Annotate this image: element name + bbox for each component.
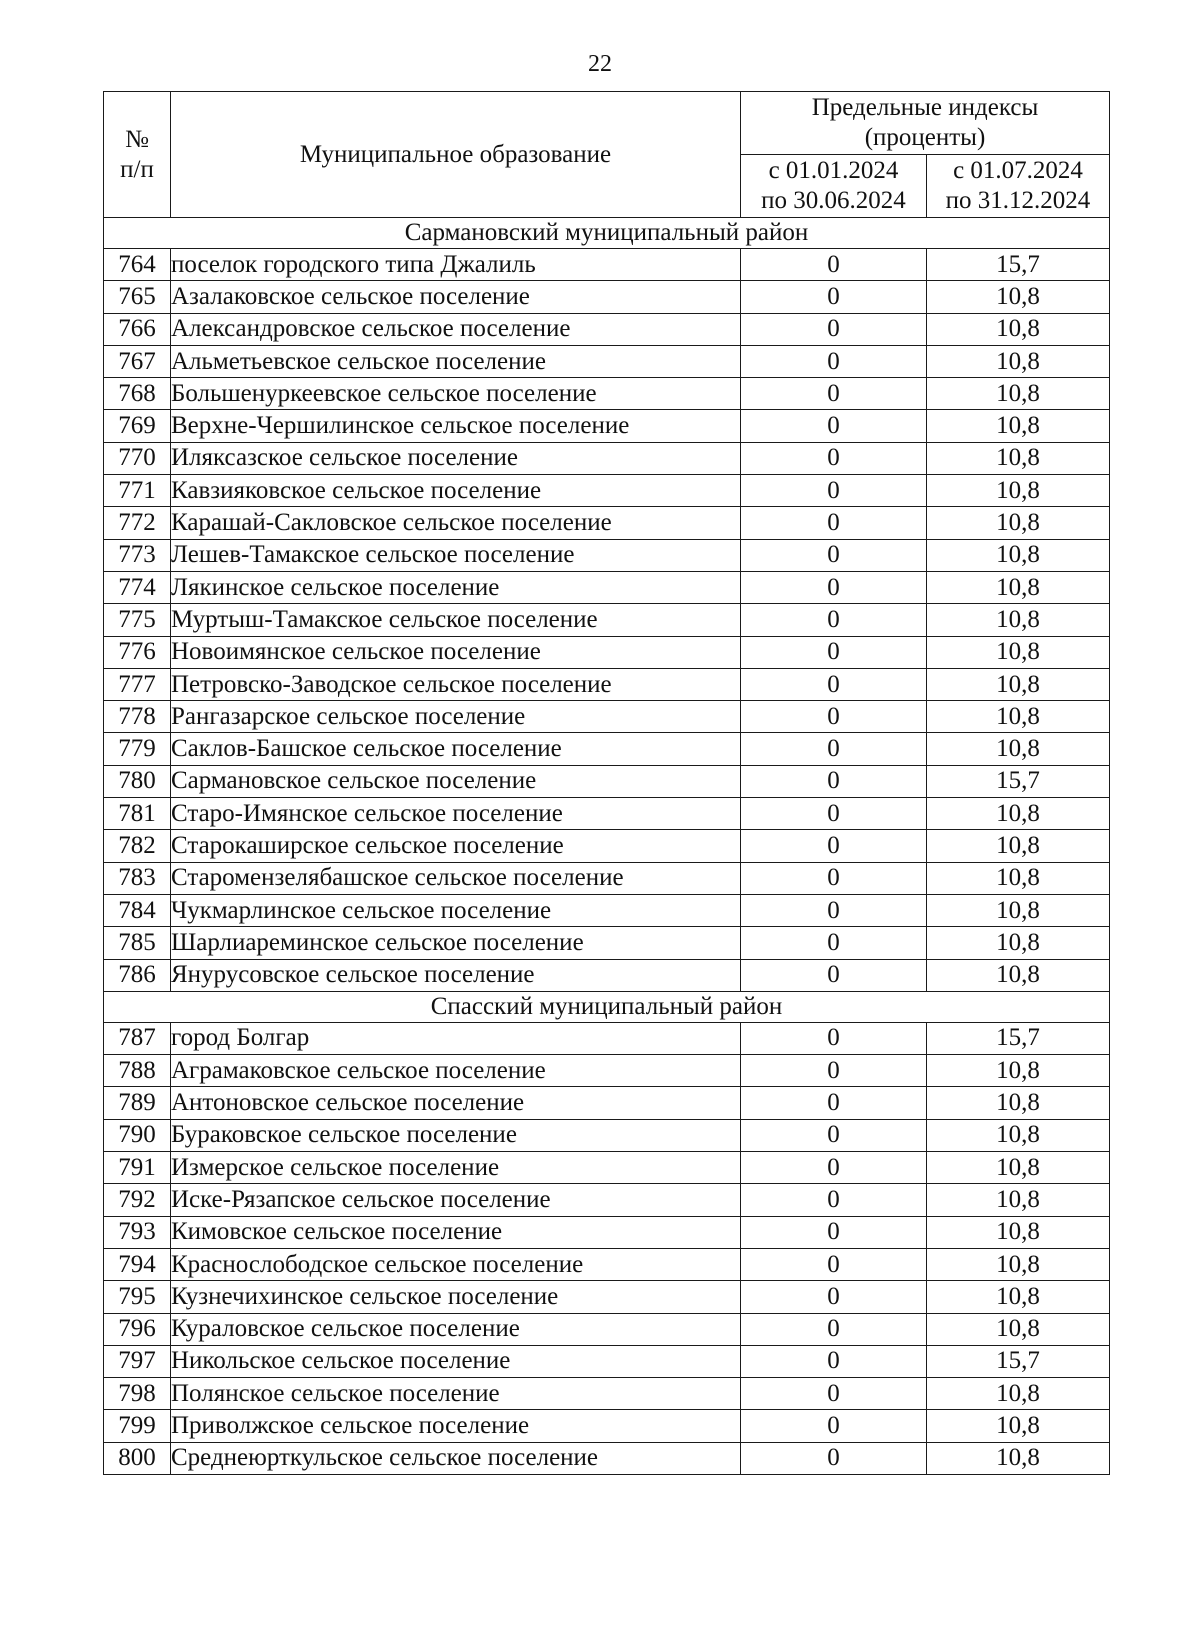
index-period-1-cell: 0 xyxy=(741,862,927,894)
table-row xyxy=(104,733,1110,765)
row-number-cell: 767 xyxy=(104,345,171,377)
index-period-2-cell: 10,8 xyxy=(927,1281,1110,1313)
index-period-1-cell: 0 xyxy=(741,636,927,668)
index-period-1-cell: 0 xyxy=(741,927,927,959)
municipality-name-cell: Верхне-Чершилинское сельское поселение xyxy=(171,410,741,442)
table-row xyxy=(104,1184,1110,1216)
municipality-name-cell: Сармановское сельское поселение xyxy=(171,765,741,797)
index-period-1-cell: 0 xyxy=(741,1248,927,1280)
municipality-name-cell: Рангазарское сельское поселение xyxy=(171,701,741,733)
row-number-cell: 782 xyxy=(104,830,171,862)
index-period-2-cell: 10,8 xyxy=(927,475,1110,507)
row-number-cell: 800 xyxy=(104,1442,171,1474)
page-number: 22 xyxy=(588,51,612,77)
index-period-1-cell: 0 xyxy=(741,1216,927,1248)
table-row xyxy=(104,507,1110,539)
header-period-2-line2: по 31.12.2024 xyxy=(945,187,1091,214)
table-row xyxy=(104,1281,1110,1313)
index-period-1-cell: 0 xyxy=(741,1119,927,1151)
row-number-cell: 785 xyxy=(104,927,171,959)
index-period-2-cell: 10,8 xyxy=(927,1216,1110,1248)
row-number-cell: 792 xyxy=(104,1184,171,1216)
section-title: Спасский муниципальный район xyxy=(104,991,1110,1022)
index-period-1-cell: 0 xyxy=(741,1184,927,1216)
table-header xyxy=(104,92,1110,218)
index-period-1-cell: 0 xyxy=(741,701,927,733)
index-period-2-cell: 10,8 xyxy=(927,668,1110,700)
index-period-1-cell: 0 xyxy=(741,1378,927,1410)
index-period-2-cell: 10,8 xyxy=(927,927,1110,959)
table-row xyxy=(104,1410,1110,1442)
row-number-cell: 765 xyxy=(104,281,171,313)
municipality-name-cell: Кавзияковское сельское поселение xyxy=(171,475,741,507)
index-period-1-cell: 0 xyxy=(741,1281,927,1313)
index-period-2-cell: 10,8 xyxy=(927,1087,1110,1119)
index-period-1-cell: 0 xyxy=(741,1442,927,1474)
index-period-2-cell: 10,8 xyxy=(927,1184,1110,1216)
index-period-2-cell: 10,8 xyxy=(927,1378,1110,1410)
row-number-cell: 791 xyxy=(104,1152,171,1184)
index-period-2-cell: 10,8 xyxy=(927,281,1110,313)
table-row xyxy=(104,442,1110,474)
table-row xyxy=(104,1378,1110,1410)
municipality-name-cell: Азалаковское сельское поселение xyxy=(171,281,741,313)
index-period-1-cell: 0 xyxy=(741,959,927,991)
index-period-2-cell: 10,8 xyxy=(927,442,1110,474)
municipality-name-cell: Янурусовское сельское поселение xyxy=(171,959,741,991)
index-period-1-cell: 0 xyxy=(741,410,927,442)
index-period-2-cell: 10,8 xyxy=(927,798,1110,830)
municipality-name-cell: Старо-Имянское сельское поселение xyxy=(171,798,741,830)
index-period-1-cell: 0 xyxy=(741,1345,927,1377)
index-period-2-cell: 15,7 xyxy=(927,249,1110,281)
index-period-2-cell: 15,7 xyxy=(927,1345,1110,1377)
table-row xyxy=(104,798,1110,830)
table-row xyxy=(104,345,1110,377)
table-row xyxy=(104,475,1110,507)
table-row xyxy=(104,1152,1110,1184)
municipality-name-cell: Шарлиареминское сельское поселение xyxy=(171,927,741,959)
index-period-2-cell: 10,8 xyxy=(927,1055,1110,1087)
municipality-name-cell: Полянское сельское поселение xyxy=(171,1378,741,1410)
row-number-cell: 778 xyxy=(104,701,171,733)
header-period-2 xyxy=(927,155,1110,218)
row-number-cell: 764 xyxy=(104,249,171,281)
index-period-1-cell: 0 xyxy=(741,765,927,797)
table-row xyxy=(104,862,1110,894)
index-period-1-cell: 0 xyxy=(741,604,927,636)
index-period-2-cell: 10,8 xyxy=(927,701,1110,733)
municipality-name-cell: Кураловское сельское поселение xyxy=(171,1313,741,1345)
municipality-name-cell: Муртыш-Тамакское сельское поселение xyxy=(171,604,741,636)
index-period-1-cell: 0 xyxy=(741,539,927,571)
table-row xyxy=(104,378,1110,410)
index-period-1-cell: 0 xyxy=(741,313,927,345)
index-period-2-cell: 10,8 xyxy=(927,378,1110,410)
municipality-name-cell: Лешев-Тамакское сельское поселение xyxy=(171,539,741,571)
row-number-cell: 775 xyxy=(104,604,171,636)
header-indices xyxy=(741,92,1110,155)
table-body xyxy=(104,218,1110,1475)
index-period-1-cell: 0 xyxy=(741,668,927,700)
municipality-name-cell: Карашай-Сакловское сельское поселение xyxy=(171,507,741,539)
index-period-2-cell: 10,8 xyxy=(927,571,1110,603)
table-row xyxy=(104,1087,1110,1119)
index-period-2-cell: 10,8 xyxy=(927,959,1110,991)
municipality-name-cell: Чукмарлинское сельское поселение xyxy=(171,894,741,926)
index-period-1-cell: 0 xyxy=(741,894,927,926)
table-row xyxy=(104,249,1110,281)
row-number-cell: 784 xyxy=(104,894,171,926)
index-period-1-cell: 0 xyxy=(741,1022,927,1054)
header-period-1-line1: с 01.01.2024 xyxy=(768,157,899,184)
municipality-name-cell: Антоновское сельское поселение xyxy=(171,1087,741,1119)
row-number-cell: 774 xyxy=(104,571,171,603)
header-period-1 xyxy=(741,155,927,218)
index-period-1-cell: 0 xyxy=(741,1410,927,1442)
row-number-cell: 797 xyxy=(104,1345,171,1377)
index-period-2-cell: 10,8 xyxy=(927,1119,1110,1151)
municipality-name-cell: Старомензелябашское сельское поселение xyxy=(171,862,741,894)
municipality-name-cell: Альметьевское сельское поселение xyxy=(171,345,741,377)
index-period-2-cell: 10,8 xyxy=(927,507,1110,539)
index-period-2-cell: 10,8 xyxy=(927,830,1110,862)
row-number-cell: 770 xyxy=(104,442,171,474)
index-period-1-cell: 0 xyxy=(741,1152,927,1184)
index-period-2-cell: 10,8 xyxy=(927,313,1110,345)
table-row xyxy=(104,1345,1110,1377)
section-header-row xyxy=(104,991,1110,1022)
index-period-2-cell: 10,8 xyxy=(927,1248,1110,1280)
index-period-1-cell: 0 xyxy=(741,1087,927,1119)
table-row xyxy=(104,927,1110,959)
index-period-1-cell: 0 xyxy=(741,475,927,507)
table-row xyxy=(104,410,1110,442)
municipality-name-cell: Краснослободское сельское поселение xyxy=(171,1248,741,1280)
municipality-name-cell: Кимовское сельское поселение xyxy=(171,1216,741,1248)
table-row xyxy=(104,1022,1110,1054)
municipality-name-cell: Лякинское сельское поселение xyxy=(171,571,741,603)
index-period-1-cell: 0 xyxy=(741,830,927,862)
row-number-cell: 768 xyxy=(104,378,171,410)
municipality-name-cell: Аграмаковское сельское поселение xyxy=(171,1055,741,1087)
index-period-2-cell: 10,8 xyxy=(927,733,1110,765)
index-period-1-cell: 0 xyxy=(741,1055,927,1087)
row-number-cell: 780 xyxy=(104,765,171,797)
row-number-cell: 777 xyxy=(104,668,171,700)
table-row xyxy=(104,830,1110,862)
index-period-2-cell: 10,8 xyxy=(927,894,1110,926)
index-period-2-cell: 10,8 xyxy=(927,539,1110,571)
table-row xyxy=(104,281,1110,313)
index-period-1-cell: 0 xyxy=(741,378,927,410)
table-row xyxy=(104,604,1110,636)
municipality-name-cell: Бураковское сельское поселение xyxy=(171,1119,741,1151)
table-row xyxy=(104,668,1110,700)
table-row xyxy=(104,1248,1110,1280)
index-period-1-cell: 0 xyxy=(741,571,927,603)
index-period-1-cell: 0 xyxy=(741,1313,927,1345)
index-period-1-cell: 0 xyxy=(741,733,927,765)
header-indices-line2: (проценты) xyxy=(864,124,986,151)
table-row xyxy=(104,765,1110,797)
index-period-2-cell: 10,8 xyxy=(927,1313,1110,1345)
index-period-1-cell: 0 xyxy=(741,798,927,830)
municipality-name-cell: Иляксазское сельское поселение xyxy=(171,442,741,474)
municipality-name-cell: Саклов-Башское сельское поселение xyxy=(171,733,741,765)
table-row xyxy=(104,959,1110,991)
header-period-2-line1: с 01.07.2024 xyxy=(953,157,1083,184)
header-number xyxy=(104,92,171,218)
index-period-2-cell: 15,7 xyxy=(927,765,1110,797)
row-number-cell: 786 xyxy=(104,959,171,991)
row-number-cell: 794 xyxy=(104,1248,171,1280)
municipality-name-cell: Петровско-Заводское сельское поселение xyxy=(171,668,741,700)
header-number-line1: № xyxy=(125,125,149,153)
municipality-name-cell: Измерское сельское поселение xyxy=(171,1152,741,1184)
row-number-cell: 796 xyxy=(104,1313,171,1345)
table-row xyxy=(104,636,1110,668)
table-row xyxy=(104,1442,1110,1474)
municipality-name-cell: Среднеюрткульское сельское поселение xyxy=(171,1442,741,1474)
section-header-row xyxy=(104,218,1110,249)
municipality-name-cell: Александровское сельское поселение xyxy=(171,313,741,345)
row-number-cell: 790 xyxy=(104,1119,171,1151)
index-period-1-cell: 0 xyxy=(741,442,927,474)
municipality-name-cell: Новоимянское сельское поселение xyxy=(171,636,741,668)
row-number-cell: 798 xyxy=(104,1378,171,1410)
row-number-cell: 781 xyxy=(104,798,171,830)
row-number-cell: 783 xyxy=(104,862,171,894)
index-period-2-cell: 10,8 xyxy=(927,862,1110,894)
table-row xyxy=(104,1119,1110,1151)
row-number-cell: 772 xyxy=(104,507,171,539)
municipality-name-cell: Никольское сельское поселение xyxy=(171,1345,741,1377)
row-number-cell: 793 xyxy=(104,1216,171,1248)
table-row xyxy=(104,571,1110,603)
row-number-cell: 795 xyxy=(104,1281,171,1313)
municipality-name-cell: Большенуркеевское сельское поселение xyxy=(171,378,741,410)
index-period-1-cell: 0 xyxy=(741,281,927,313)
table-row xyxy=(104,539,1110,571)
index-period-2-cell: 10,8 xyxy=(927,1152,1110,1184)
section-title: Сармановский муниципальный район xyxy=(104,218,1110,249)
index-period-1-cell: 0 xyxy=(741,249,927,281)
index-period-2-cell: 10,8 xyxy=(927,604,1110,636)
table-row xyxy=(104,313,1110,345)
row-number-cell: 789 xyxy=(104,1087,171,1119)
table-row xyxy=(104,1216,1110,1248)
row-number-cell: 787 xyxy=(104,1022,171,1054)
row-number-cell: 766 xyxy=(104,313,171,345)
index-period-1-cell: 0 xyxy=(741,345,927,377)
municipality-name-cell: город Болгар xyxy=(171,1022,741,1054)
row-number-cell: 799 xyxy=(104,1410,171,1442)
municipality-name-cell: Иске-Рязапское сельское поселение xyxy=(171,1184,741,1216)
row-number-cell: 771 xyxy=(104,475,171,507)
header-municipality-label: Муниципальное образование xyxy=(299,140,612,168)
table-row xyxy=(104,1313,1110,1345)
row-number-cell: 779 xyxy=(104,733,171,765)
index-period-2-cell: 10,8 xyxy=(927,636,1110,668)
municipality-name-cell: поселок городского типа Джалиль xyxy=(171,249,741,281)
index-period-2-cell: 10,8 xyxy=(927,1442,1110,1474)
municipality-name-cell: Кузнечихинское сельское поселение xyxy=(171,1281,741,1313)
row-number-cell: 776 xyxy=(104,636,171,668)
index-period-2-cell: 10,8 xyxy=(927,1410,1110,1442)
municipality-name-cell: Старокаширское сельское поселение xyxy=(171,830,741,862)
row-number-cell: 773 xyxy=(104,539,171,571)
table-row xyxy=(104,1055,1110,1087)
header-indices-line1: Предельные индексы xyxy=(811,94,1039,121)
indices-table xyxy=(103,91,1110,1475)
index-period-1-cell: 0 xyxy=(741,507,927,539)
header-number-line2: п/п xyxy=(120,155,154,183)
header-municipality xyxy=(171,92,741,218)
index-period-2-cell: 10,8 xyxy=(927,345,1110,377)
header-period-1-line2: по 30.06.2024 xyxy=(761,187,906,214)
row-number-cell: 769 xyxy=(104,410,171,442)
municipality-name-cell: Приволжское сельское поселение xyxy=(171,1410,741,1442)
index-period-2-cell: 15,7 xyxy=(927,1022,1110,1054)
table-row xyxy=(104,701,1110,733)
table-row xyxy=(104,894,1110,926)
row-number-cell: 788 xyxy=(104,1055,171,1087)
index-period-2-cell: 10,8 xyxy=(927,410,1110,442)
